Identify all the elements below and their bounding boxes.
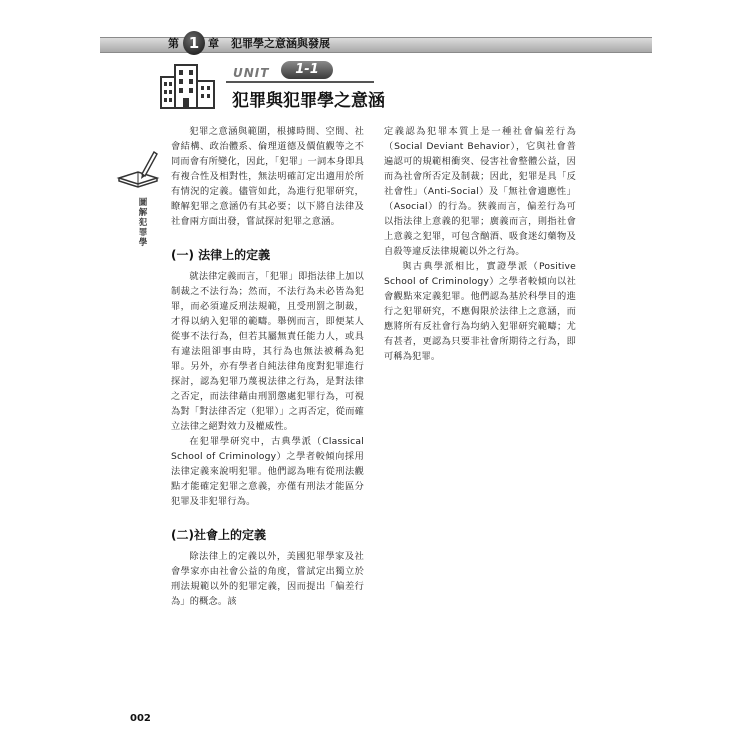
unit-divider xyxy=(226,81,374,83)
left-column xyxy=(171,124,364,609)
page-number: 002 xyxy=(130,713,151,724)
social-paragraph-3: 與古典學派相比，實證學派（Positive School of Criminology）之學者較傾向以社會觀點來定義犯罪。他們認為基於科學目的進行之犯罪研究，不應侷限於法律上之意涵，而應將所有反社會行為均納入犯罪研究範疇；尤有甚者，更認為只要非社會所期待之行為，即可稱為犯罪。 xyxy=(384,261,576,362)
chapter-title: 犯罪學之意涵與發展 xyxy=(231,37,330,50)
chapter-suffix: 章 xyxy=(208,37,219,50)
unit-label: UNIT xyxy=(233,66,270,80)
section-heading-legal: (一) 法律上的定義 xyxy=(171,248,271,262)
side-tab-book-title: 圖解犯罪學 xyxy=(138,198,148,248)
legal-paragraph-1: 就法律定義而言，「犯罪」即指法律上加以制裁之不法行為；然而，不法行為未必皆為犯罪，而必須違反刑法規範，且受刑罰之制裁，才得以納入犯罪的範疇。舉例而言，即便某人從事不法行為，但若其屬無責任能力人，或具有違法阻卻事由時，其行為也無法被稱為犯罪。另外，亦有學者自純法律角度對犯罪進行探討，認為犯罪乃蔑視法律之行為，是對法律之否定，而法律藉由刑罰懲處犯罪行為，可視為對「對法律否定（犯罪）」之再否定，從而確立法律之絕對效力及權威性。 xyxy=(171,271,364,432)
social-paragraph-1: 除法律上的定義以外，美國犯罪學家及社會學家亦由社會公益的角度，嘗試定出獨立於刑法規範以外的犯罪定義，因而提出「偏差行為」的概念。該 xyxy=(171,551,364,607)
building-icon xyxy=(160,63,216,109)
right-column xyxy=(384,124,576,364)
unit-number-badge: 1-1 xyxy=(281,61,333,79)
section-heading-social: (二)社會上的定義 xyxy=(171,528,266,542)
chapter-number-badge: 1 xyxy=(183,31,205,55)
legal-paragraph-2: 在犯罪學研究中，古典學派（Classical School of Criminology）之學者較傾向採用法律定義來說明犯罪。他們認為唯有從刑法觀點才能確定犯罪之意義，亦僅有刑法才能區分犯罪及非犯罪行為。 xyxy=(171,436,364,507)
intro-paragraph: 犯罪之意涵與範圍，根據時間、空間、社會結構、政治體系、倫理道德及價值觀等之不同而會有所變化，因此，「犯罪」一詞本身即具有複合性及相對性，無法明確訂定出適用於所有情況的定義。儘管如此，為進行犯罪研究，瞭解犯罪之意涵仍有其必要；以下將自法律及社會兩方面出發，嘗試探討犯罪之意涵。 xyxy=(171,126,364,227)
chapter-prefix: 第 xyxy=(168,37,179,50)
social-paragraph-2: 定義認為犯罪本質上是一種社會偏差行為（Social Deviant Behavior），它與社會普遍認可的規範相衝突、侵害社會整體公益，因而為社會所否定及制裁；因此，犯罪是具「反社會性」（Anti-Social）及「無社會適應性」（Asocial）的行為。狹義而言，偏差行為可以指法律上意義的犯罪；廣義而言，則指社會上意義之犯罪，可包含酗酒、吸食迷幻藥物及自殺等違反法律規範以外之行為。 xyxy=(384,126,576,257)
pen-notebook-icon xyxy=(116,148,160,190)
unit-title: 犯罪與犯罪學之意涵 xyxy=(232,91,385,111)
